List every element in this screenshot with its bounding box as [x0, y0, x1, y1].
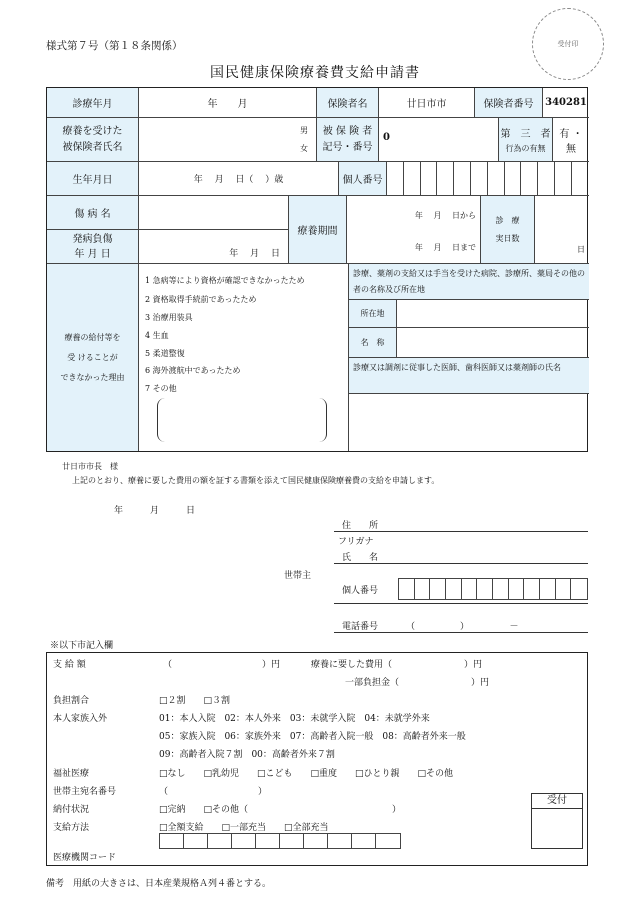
third-party-value[interactable]: 有 ・ 無 [553, 118, 589, 162]
digit-box[interactable] [421, 162, 438, 195]
payment-method-options[interactable]: □全額支給 □一部充当 □全部充当 [159, 823, 329, 833]
reason-7[interactable]: 7 その他 [145, 384, 177, 393]
digit-box[interactable] [184, 834, 208, 848]
digit-box[interactable] [430, 579, 446, 599]
head-my-number-label: 個人番号 [342, 586, 379, 596]
practitioner-field[interactable] [349, 394, 589, 451]
digit-box[interactable] [160, 834, 184, 848]
welfare-options[interactable]: □なし □乳幼児 □こども □重度 □ひとり親 □その他 [159, 769, 454, 779]
household-head-label: 世帯主 [284, 571, 312, 581]
dob-label: 生年月日 [47, 162, 139, 196]
page-title: 国民健康保険療養費支給申請書 [210, 65, 420, 81]
insured-code-value: 0 [383, 132, 390, 143]
digit-box[interactable] [505, 162, 522, 195]
disease-field[interactable] [139, 196, 289, 230]
payment-status-options[interactable]: □完納 □その他（ ） [159, 805, 402, 815]
digit-box[interactable] [304, 834, 328, 848]
patient-name-field[interactable] [139, 118, 317, 162]
digit-box[interactable] [555, 162, 572, 195]
sex-male[interactable]: 男 [300, 126, 308, 135]
onset-label: 発病負傷 年 月 日 [47, 230, 139, 264]
digit-box[interactable] [404, 162, 421, 195]
form-number: 様式第７号（第１８条関係） [46, 40, 183, 52]
digit-box[interactable] [437, 162, 454, 195]
reason-2[interactable]: 2 資格取得手続前であったため [145, 295, 257, 304]
period-to: 年 月 日まで [414, 243, 476, 252]
third-party-sub: 行為の有無 [505, 144, 546, 153]
period-field[interactable] [347, 196, 481, 264]
practitioner-note: 診療又は調剤に従事した医師、歯科医師又は薬剤師の氏名 [349, 358, 589, 394]
burden-options[interactable]: □２割 □３割 [159, 696, 231, 706]
digit-box[interactable] [399, 579, 415, 599]
dob-field[interactable]: 年 月 日（ ）歳 [139, 162, 339, 196]
days-unit: 日 [577, 245, 585, 254]
family-line-2[interactable]: 05：家族入院 06：家族外来 07：高齢者入院一般 08：高齢者外来一般 [159, 732, 466, 742]
sex-female[interactable]: 女 [300, 144, 308, 153]
reason-5[interactable]: 5 柔道整復 [145, 349, 185, 358]
received-box[interactable] [531, 793, 583, 849]
cost-field[interactable]: 療養に要した費用（ ）円 [311, 660, 483, 670]
family-line-1[interactable]: 01：本人入院 02：本人外来 03：未就学入院 04：未就学外来 [159, 714, 430, 724]
digit-box[interactable] [446, 579, 462, 599]
digit-box[interactable] [556, 579, 572, 599]
declaration-text: 上記のとおり、療養に要した費用の額を証する書類を添えて国民健康保険療養費の支給を申請します。 [72, 476, 440, 485]
digit-box[interactable] [540, 579, 556, 599]
insurer-label: 保険者名 [317, 88, 379, 118]
digit-box[interactable] [571, 579, 587, 599]
digit-box[interactable] [280, 834, 304, 848]
insured-code-label: 被 保 険 者 記号・番号 [317, 118, 379, 162]
addressee-number-label: 世帯主宛名番号 [53, 787, 117, 797]
digit-box[interactable] [521, 162, 538, 195]
head-my-number-line [334, 603, 588, 604]
my-number-boxes[interactable] [387, 162, 589, 196]
welfare-label: 福祉医療 [53, 769, 90, 779]
patient-name-label: 療養を受けた 被保険者氏名 [47, 118, 139, 162]
phone-field[interactable]: （ ） － [406, 622, 519, 632]
other-reason-bracket[interactable] [157, 398, 327, 442]
burden-label: 負担割合 [53, 696, 90, 706]
provider-name-label: 名 称 [349, 328, 397, 358]
application-date[interactable]: 年 月 日 [114, 506, 196, 516]
head-name-label: 氏 名 [342, 553, 379, 563]
phone-line [334, 632, 588, 633]
payment-label: 支 給 額 [53, 660, 86, 670]
institution-code-label: 医療機関コード [53, 853, 117, 863]
insured-code-field[interactable] [379, 118, 499, 162]
reason-6[interactable]: 6 海外渡航中であったため [145, 366, 241, 375]
reason-3[interactable]: 3 治療用装具 [145, 313, 193, 322]
digit-box[interactable] [462, 579, 478, 599]
office-section-title: ※以下市記入欄 [50, 641, 114, 651]
digit-box[interactable] [538, 162, 555, 195]
head-address-line[interactable] [334, 531, 588, 532]
head-furigana-label: フリガナ [338, 537, 374, 547]
provider-address-field[interactable] [397, 300, 589, 328]
payment-field[interactable]: （ ）円 [163, 660, 281, 670]
family-label: 本人家族入外 [53, 714, 108, 724]
third-party-title: 第 三 者 [500, 129, 551, 140]
digit-box[interactable] [509, 579, 525, 599]
digit-box[interactable] [376, 834, 400, 848]
digit-box[interactable] [256, 834, 280, 848]
month-label: 診療年月 [47, 88, 139, 118]
digit-box[interactable] [328, 834, 352, 848]
office-use-box [46, 652, 588, 866]
digit-box[interactable] [524, 579, 540, 599]
digit-box[interactable] [493, 579, 509, 599]
treatment-days-label: 診 療 実日数 [481, 196, 535, 264]
insurer-value: 廿日市市 [379, 88, 475, 118]
onset-field[interactable]: 年 月 日 [139, 230, 289, 264]
month-field[interactable]: 年 月 [139, 88, 317, 118]
period-from: 年 月 日から [414, 211, 476, 220]
digit-box[interactable] [352, 834, 376, 848]
received-label: 受付 [532, 794, 582, 809]
phone-label: 電話番号 [342, 622, 379, 632]
period-label: 療養期間 [289, 196, 347, 264]
payment-status-label: 納付状況 [53, 805, 90, 815]
digit-box[interactable] [477, 579, 493, 599]
insurer-number-label: 保険者番号 [475, 88, 543, 118]
digit-box[interactable] [208, 834, 232, 848]
disease-label: 傷 病 名 [47, 196, 139, 230]
reason-list [139, 264, 349, 451]
provider-note: 診療、薬剤の支給又は手当を受けた病院、診療所、薬局その他の者の名称及び所在地 [349, 264, 589, 300]
partial-burden-field[interactable]: 一部負担金（ ）円 [345, 678, 490, 688]
digit-box[interactable] [454, 162, 471, 195]
digit-box[interactable] [572, 162, 589, 195]
family-line-3[interactable]: 09：高齢者入院７割 00：高齢者外来７割 [159, 750, 335, 760]
digit-box[interactable] [232, 834, 256, 848]
reason-1[interactable]: 1 急病等により資格が確認できなかったため [145, 276, 305, 285]
addressee: 廿日市市長 様 [62, 462, 118, 471]
application-table [46, 87, 588, 452]
digit-box[interactable] [471, 162, 488, 195]
my-number-label: 個人番号 [339, 162, 387, 196]
institution-code-boxes[interactable] [159, 833, 401, 849]
digit-box[interactable] [488, 162, 505, 195]
digit-box[interactable] [415, 579, 431, 599]
insurer-number-value: 340281 [543, 88, 589, 118]
provider-name-field[interactable] [397, 328, 589, 358]
head-my-number-boxes[interactable] [398, 578, 588, 600]
head-address-label: 住 所 [342, 521, 379, 531]
digit-box[interactable] [387, 162, 404, 195]
reason-label: 療養の給付等を 受 けることが できなかった理由 [47, 264, 139, 451]
head-name-line[interactable] [334, 563, 588, 564]
provider-address-label: 所在地 [349, 300, 397, 328]
payment-method-label: 支給方法 [53, 823, 90, 833]
addressee-number-field[interactable]: （ ） [159, 787, 268, 797]
reason-4[interactable]: 4 生血 [145, 331, 169, 340]
stamp-label: 受付印 [557, 40, 579, 48]
footer-note: 備考 用紙の大きさは、日本産業規格Ａ列４番とする。 [46, 879, 272, 889]
third-party-label [499, 118, 553, 162]
treatment-days-field[interactable] [535, 196, 589, 264]
